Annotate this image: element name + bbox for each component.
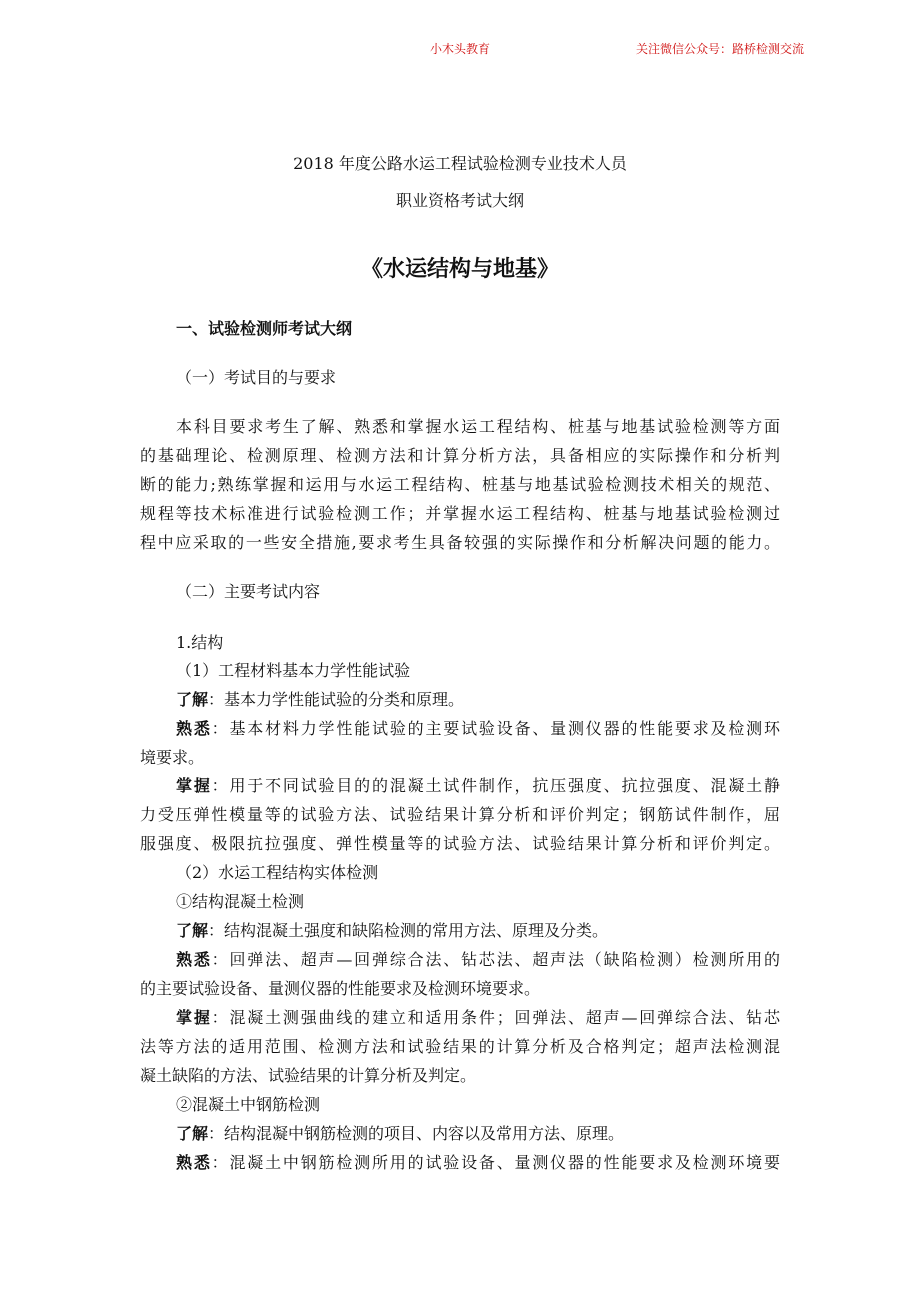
material-master-line-2: 力受压弹性模量等的试验方法、试验结果计算分析和评价判定；钢筋试件制作，屈 bbox=[140, 805, 780, 824]
header-right-text: 关注微信公众号：路桥检测交流 bbox=[636, 42, 805, 56]
understand-label: 了解 bbox=[176, 690, 209, 709]
purpose-line-4: 规程等技术标准进行试验检测工作；并掌握水运工程结构、桩基与地基试验检测过 bbox=[140, 504, 780, 523]
concrete-master-line-1 bbox=[176, 1008, 780, 1028]
concrete-understand bbox=[176, 921, 608, 941]
rebar-understand bbox=[176, 1124, 624, 1144]
master-label: 掌握 bbox=[176, 1008, 212, 1027]
material-familiar-line-2: 境要求。 bbox=[140, 748, 205, 767]
familiar-text: ：回弹法、超声—回弹综合法、钻芯法、超声法（缺陷检测）检测所用的 bbox=[211, 950, 780, 969]
familiar-text: ：基本材料力学性能试验的主要试验设备、量测仪器的性能要求及检测环 bbox=[211, 719, 780, 738]
understand-label: 了解 bbox=[176, 1124, 209, 1143]
understand-text: ：结构混凝土强度和缺陷检测的常用方法、原理及分类。 bbox=[208, 921, 609, 940]
title-line-2: 职业资格考试大纲 bbox=[395, 191, 524, 210]
rebar-familiar bbox=[176, 1153, 780, 1173]
understand-text: ：基本力学性能试验的分类和原理。 bbox=[208, 690, 465, 709]
subject-title: 《水运结构与地基》 bbox=[360, 256, 559, 282]
subsection-heading-1: （一）考试目的与要求 bbox=[176, 368, 337, 387]
concrete-familiar-line-1 bbox=[176, 950, 780, 970]
header-left-text: 小木头教育 bbox=[430, 42, 491, 56]
title-line-1: 2018 年度公路水运工程试验检测专业技术人员 bbox=[293, 154, 627, 173]
master-text: ：混凝土测强曲线的建立和适用条件；回弹法、超声—回弹综合法、钻芯 bbox=[211, 1008, 780, 1027]
familiar-label: 熟悉 bbox=[176, 950, 212, 969]
material-master-line-1 bbox=[176, 776, 780, 796]
master-label: 掌握 bbox=[176, 776, 212, 795]
familiar-label: 熟悉 bbox=[176, 1153, 212, 1172]
material-familiar-line-1 bbox=[176, 719, 780, 739]
item-concrete-inspection: ①结构混凝土检测 bbox=[176, 892, 305, 911]
concrete-familiar-line-2: 的主要试验设备、量测仪器的性能要求及检测环境要求。 bbox=[140, 979, 541, 998]
concrete-master-line-3: 凝土缺陷的方法、试验结果的计算分析及判定。 bbox=[140, 1066, 477, 1085]
purpose-line-1: 本科目要求考生了解、熟悉和掌握水运工程结构、桩基与地基试验检测等方面 bbox=[176, 417, 780, 436]
material-master-line-3: 服强度、极限抗拉强度、弹性模量等的试验方法、试验结果计算分析和评价判定。 bbox=[140, 834, 780, 853]
purpose-line-2: 的基础理论、检测原理、检测方法和计算分析方法，具备相应的实际操作和分析判 bbox=[140, 446, 780, 465]
item-entity-inspection: （2）水运工程结构实体检测 bbox=[176, 863, 379, 882]
item-structure: 1.结构 bbox=[176, 633, 224, 652]
understand-label: 了解 bbox=[176, 921, 209, 940]
understand-text: ：结构混凝中钢筋检测的项目、内容以及常用方法、原理。 bbox=[208, 1124, 625, 1143]
material-understand bbox=[176, 690, 464, 710]
master-text: ：用于不同试验目的的混凝土试件制作，抗压强度、抗拉强度、混凝土静 bbox=[211, 776, 780, 795]
familiar-label: 熟悉 bbox=[176, 719, 212, 738]
concrete-master-line-2: 法等方法的适用范围、检测方法和试验结果的计算分析及合格判定；超声法检测混 bbox=[140, 1037, 780, 1056]
item-material-test: （1）工程材料基本力学性能试验 bbox=[176, 661, 411, 680]
section-heading-1: 一、试验检测师考试大纲 bbox=[176, 319, 353, 338]
purpose-line-5: 程中应采取的一些安全措施,要求考生具备较强的实际操作和分析解决问题的能力。 bbox=[140, 533, 780, 552]
subsection-heading-2: （二）主要考试内容 bbox=[176, 582, 321, 601]
familiar-text: ：混凝土中钢筋检测所用的试验设备、量测仪器的性能要求及检测环境要 bbox=[211, 1153, 780, 1172]
purpose-line-3: 断的能力;熟练掌握和运用与水运工程结构、桩基与地基试验检测技术相关的规范、 bbox=[140, 475, 780, 494]
item-rebar-inspection: ②混凝土中钢筋检测 bbox=[176, 1095, 321, 1114]
